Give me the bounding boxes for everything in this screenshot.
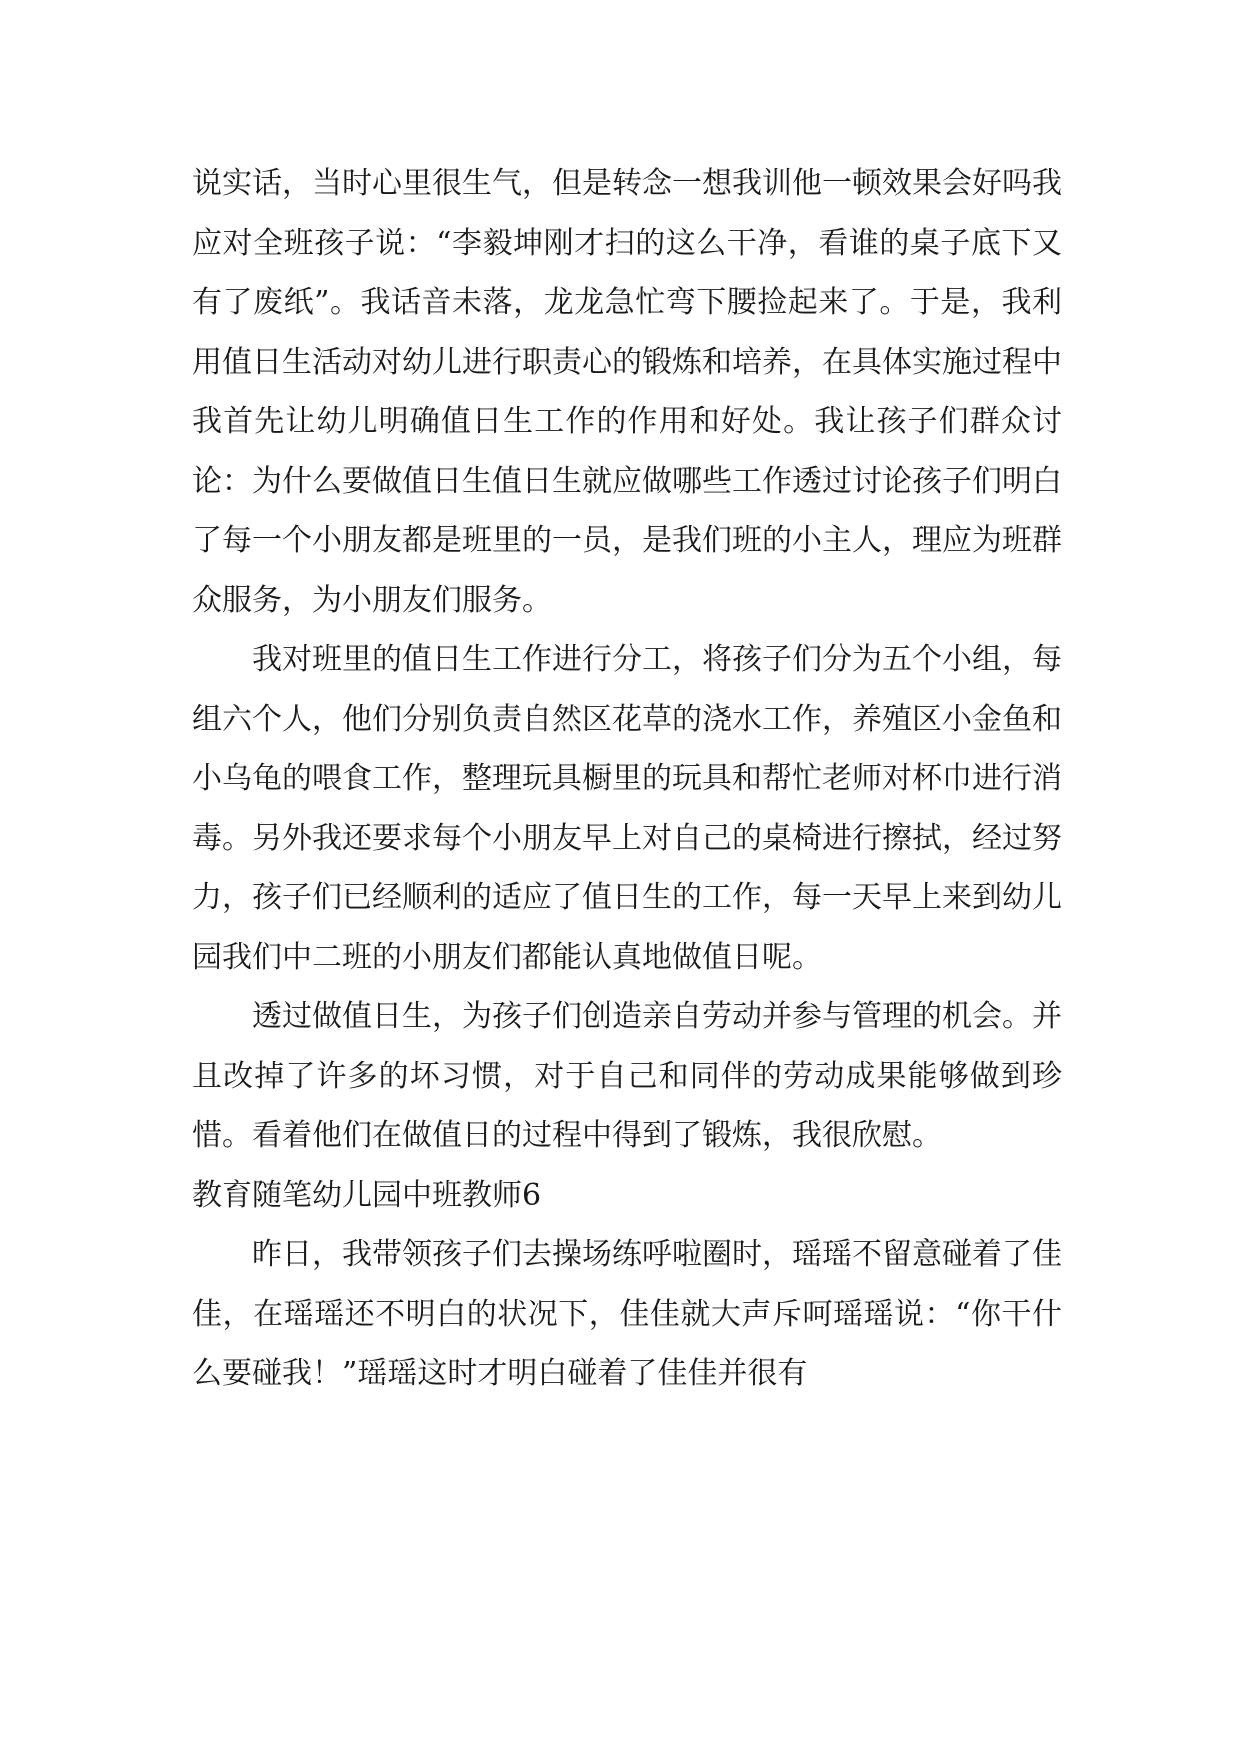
paragraph-2: 我对班里的值日生工作进行分工，将孩子们分为五个小组，每组六个人，他们分别负责自然区花草的浇水工作，养殖区小金鱼和小乌龟的喂食工作，整理玩具橱里的玩具和帮忙老师对杯巾进行消毒。另外我还要求每个小朋友早上对自己的桌椅进行擦拭，经过努力，孩子们已经顺利的适应了值日生的工作，每一天早上来到幼儿园我们中二班的小朋友们都能认真地做值日呢。 bbox=[192, 642, 1062, 975]
paragraph-3: 透过做值日生，为孩子们创造亲自劳动并参与管理的机会。并且改掉了许多的坏习惯，对于自己和同伴的劳动成果能够做到珍惜。看着他们在做值日的过程中得到了锻炼，我很欣慰。 bbox=[192, 999, 1062, 1153]
document-body bbox=[192, 154, 1062, 1404]
paragraph-1: 说实话，当时心里很生气，但是转念一想我训他一顿效果会好吗我应对全班孩子说：“李毅坤刚才扫的这么干净，看谁的桌子底下又有了废纸”。我话音未落，龙龙急忙弯下腰捡起来了。于是，我利用值日生活动对幼儿进行职责心的锻炼和培养，在具体实施过程中我首先让幼儿明确值日生工作的作用和好处。我让孩子们群众讨论：为什么要做值日生值日生就应做哪些工作透过讨论孩子们明白了每一个小朋友都是班里的一员，是我们班的小主人，理应为班群众服务，为小朋友们服务。 bbox=[192, 166, 1062, 618]
section-title: 教育随笔幼儿园中班教师6 bbox=[192, 1177, 542, 1213]
section-paragraph: 昨日，我带领孩子们去操场练呼啦圈时，瑶瑶不留意碰着了佳佳，在瑶瑶还不明白的状况下，佳佳就大声斥呵瑶瑶说：“你干什么要碰我！”瑶瑶这时才明白碰着了佳佳并很有 bbox=[192, 1237, 1062, 1391]
